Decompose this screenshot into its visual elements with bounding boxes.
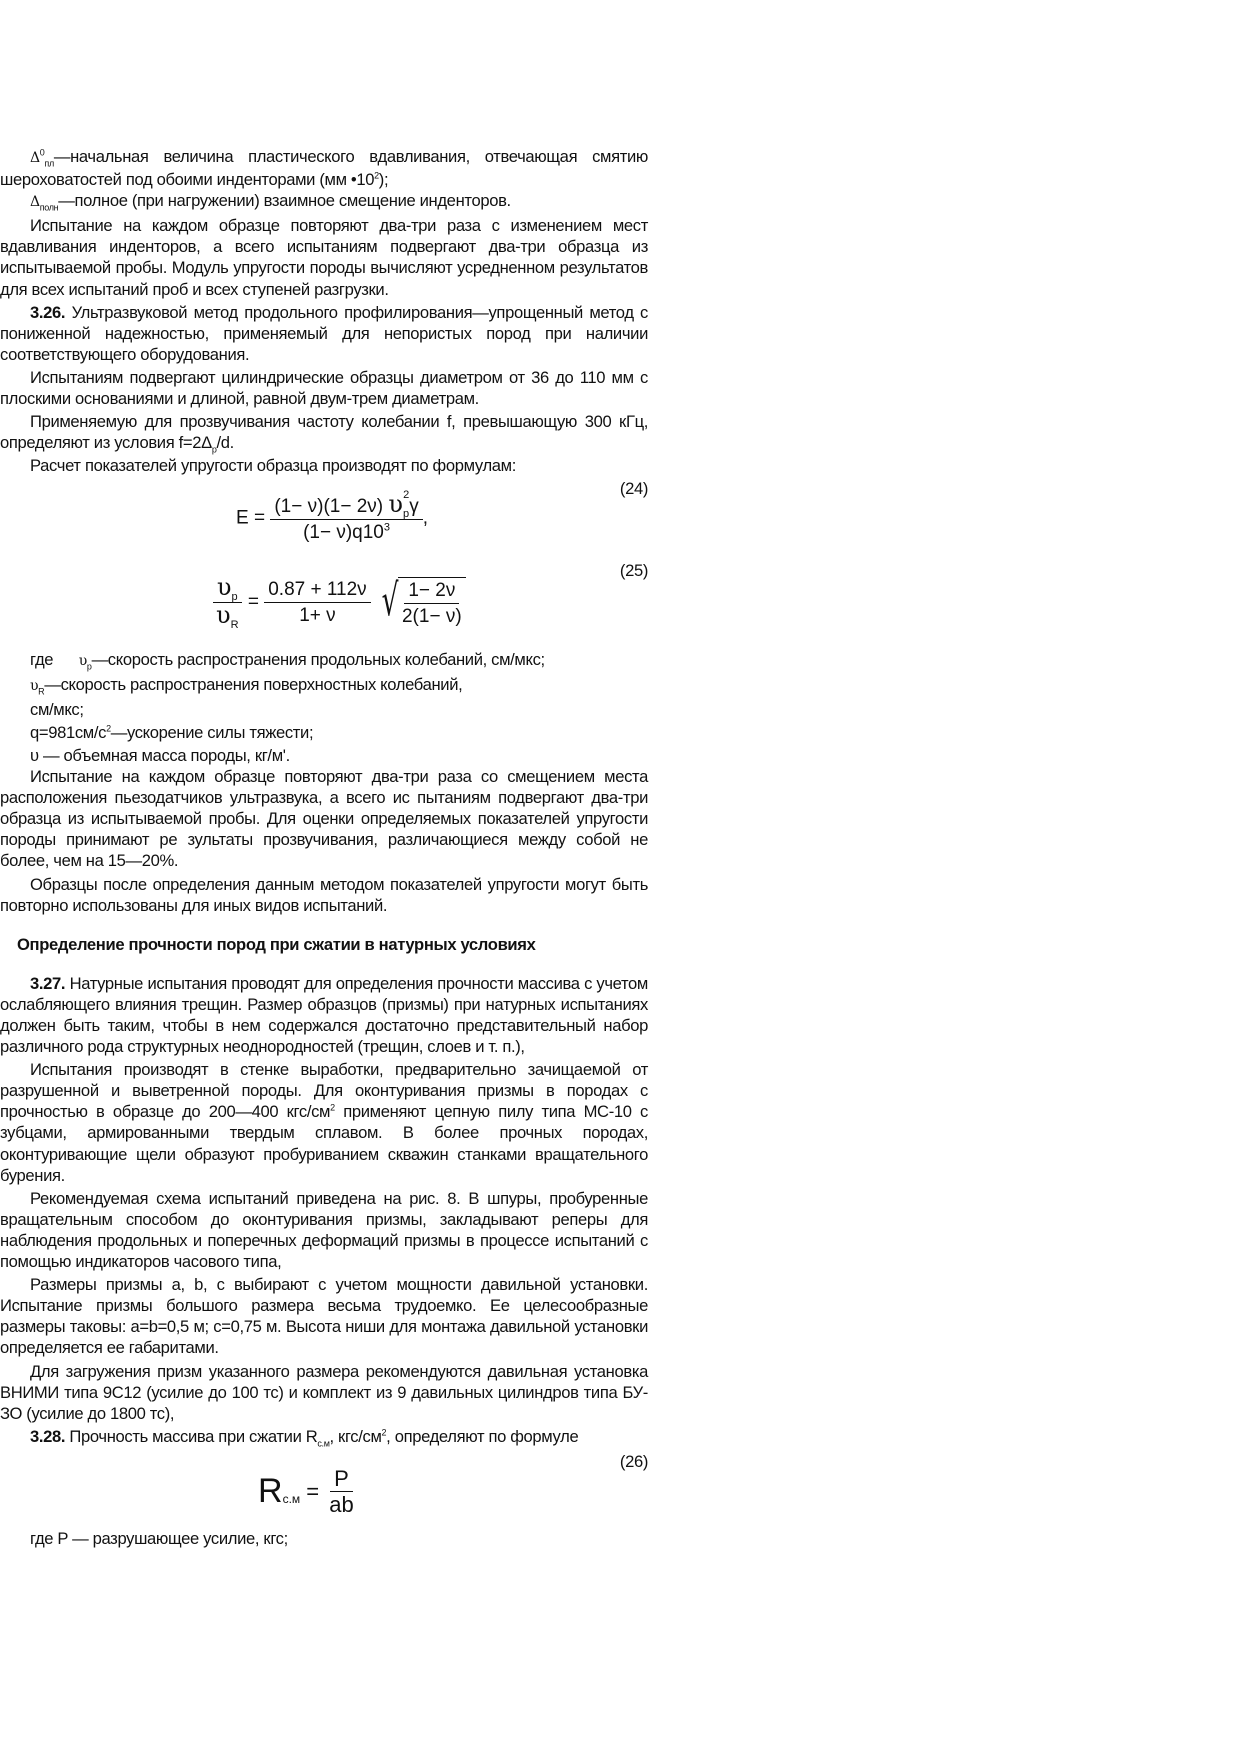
paragraph-text: Применяемую для прозвучивания частоту колебании f, превышающую 300 кГц, определяют из условия f=2Δ [0, 412, 648, 453]
formula-lhs: E = [236, 507, 266, 529]
section-number: 3.27. [30, 973, 66, 993]
equation-number-24: (24) [619, 479, 648, 499]
fraction-radicand [398, 580, 466, 627]
delta-symbol: Δ [30, 150, 40, 166]
denominator-text: (1− ν)q10 [303, 521, 384, 543]
gamma-symbol: γ [409, 495, 419, 517]
definition-text: —скорость распространения поверхностных колебаний, [44, 674, 463, 694]
section-tail: , определяют по формуле [386, 1426, 579, 1446]
denominator: 2(1− ν) [401, 606, 462, 628]
superscript: 2 [381, 1427, 387, 1438]
subscript: p [86, 660, 92, 671]
superscript: 2 [330, 1102, 335, 1113]
section-3-28 [0, 1426, 648, 1447]
radicand [398, 577, 466, 627]
upsilon-symbol: υ [216, 572, 232, 601]
radical-sign-icon: √ [381, 575, 399, 627]
fraction [270, 489, 422, 543]
definition-text: —полное (при нагружении) взаимное смещение инденторов. [58, 191, 511, 211]
numerator-text: (1− ν)(1− 2ν) [274, 495, 389, 517]
fraction-lhs [212, 572, 243, 631]
subscript: p [211, 444, 217, 455]
final-definition: где P — разрушающее усилие, кгс; [30, 1528, 288, 1548]
paragraph-formulas-intro: Расчет показателей упругости образца производят по формулам: [30, 456, 516, 476]
paragraph-tests-wall [0, 1059, 648, 1186]
subscript: p [402, 507, 410, 520]
where-definition-vr [0, 674, 648, 697]
formula-26 [0, 1465, 648, 1526]
definition-delta-poln [0, 190, 648, 213]
where-definition-vp [0, 649, 648, 672]
section-text: Прочность массива при сжатии R [65, 1426, 318, 1446]
subscript: пл [44, 158, 54, 169]
paragraph-text: Испытания производят в стенке выработки, предварительно зачищаемой от разрушенной и выветренной породы. Для оконтуривания призмы в породах с прочностью в образце до 200—400 кгс/см [0, 1060, 648, 1122]
paragraph-scheme: Рекомендуемая схема испытаний приведена на рис. 8. В шпуры, пробуренные вращательным способом до оконтуривания призмы, закладывают реперы для наблюдения продольных и поперечных деформаций призмы в процессе испытаний с помощью индикаторов часового типа, [0, 1188, 648, 1272]
subscript: полн [39, 202, 59, 213]
denominator: ab [329, 1492, 354, 1518]
where-definition-unit: см/мкс; [30, 699, 84, 719]
denominator [299, 520, 394, 543]
subscript: R [230, 618, 239, 631]
paragraph-tail: /d. [216, 433, 234, 453]
square-root [376, 577, 466, 627]
paragraph-samples: Испытаниям подвергают цилиндрические образцы диаметром от 36 до 110 мм с плоскими основаниями и длиной, равной двум-трем диаметрам. [0, 367, 648, 409]
where-definition-density: υ — объемная масса породы, кг/м'. [30, 745, 290, 765]
definition-tail: ); [378, 170, 389, 190]
superscript: 3 [383, 521, 390, 534]
fraction-main [264, 579, 370, 626]
upsilon-symbol: υ [30, 677, 39, 694]
upsilon-symbol: υ [216, 600, 231, 629]
subscript: p [231, 590, 238, 603]
subscript: с.м [317, 1438, 330, 1449]
definition-tail: —ускорение силы тяжести; [110, 722, 314, 742]
subscript: R [38, 686, 45, 696]
superscript: 2 [106, 723, 111, 734]
document-page [0, 146, 648, 1549]
numerator [270, 489, 422, 520]
paragraph-repeat-test: Испытание на каждом образце повторяют два-три раза с изменением мест вдавливания инденторов, а всего испытаниям подвергают два-три образца из испытываемой пробы. Модуль упругости породы вычисляют усредненном результатов для всех испытаний проб и всех ступеней разгрузки. [0, 216, 648, 299]
numerator: 0.87 + 112ν [264, 579, 370, 603]
section-number: 3.26. [30, 302, 66, 322]
denominator: 1+ ν [299, 604, 336, 626]
numerator: P [330, 1468, 353, 1492]
delta-symbol: Δ [30, 194, 40, 211]
section-heading: Определение прочности пород при сжатии в натурных условиях [17, 934, 536, 954]
definition-text: —скорость распространения продольных колебаний, см/мкс; [91, 649, 545, 669]
section-number: 3.28. [30, 1426, 66, 1446]
definition-text: —начальная величина пластического вдавливания, отвечающая смятию шероховатостей под обоими инденторами (мм •10 [0, 147, 648, 190]
paragraph-frequency [0, 411, 648, 453]
section-3-27 [0, 973, 648, 1057]
section-text: Ультразвуковой метод продольного профилирования—упрощенный метод с пониженной надежностью, применяемый для непористых пород при наличии соответствующего оборудования. [0, 302, 648, 364]
where-definition-q [0, 722, 648, 743]
paragraph-ultrasound-repeat: Испытание на каждом образце повторяют два-три раза со смещением места расположения пьезодатчиков ультразвука, а всего ис пытаниям подвергают два-три образца из испытываемой пробы. Для оценки определяемых показателей упругости породы принимают ре зультаты прозвучивания, различающиеся между собой не более, чем на 15—20%. [0, 767, 648, 871]
superscript: 2 [374, 170, 379, 181]
fraction [325, 1465, 357, 1518]
superscript: 2 [403, 489, 410, 502]
formula-lhs: R [258, 1472, 283, 1511]
paragraph-loading: Для загружения призм указанного размера рекомендуются давильная установка ВНИМИ типа 9С12 (усилие до 100 тс) и комплект из 9 давильных цилиндров типа БУ-ЗО (усилие до 1800 тс), [0, 1361, 648, 1423]
equals-sign: = [300, 1479, 326, 1505]
equation-number-25: (25) [619, 560, 648, 580]
subscript: с.м [282, 1491, 301, 1506]
upsilon-symbol: υ [388, 489, 403, 518]
superscript: 0 [39, 147, 45, 158]
section-text-mid: , кгс/см [329, 1426, 382, 1446]
paragraph-tail: применяют цепную пилу типа МС-10 с зубцами, армированными твердым сплавом. В более прочных породах, оконтуривающие щели образуют пробуриванием скважин станками вращательного бурения. [0, 1102, 648, 1185]
where-label: где [30, 649, 79, 669]
denominator [212, 600, 243, 631]
paragraph-reuse: Образцы после определения данным методом показателей упругости могут быть повторно использованы для иных видов испытаний. [0, 874, 648, 915]
formula-25 [0, 572, 648, 643]
equals-sign: = [247, 591, 259, 613]
formula-comma: , [422, 507, 429, 529]
upsilon-symbol: υ [78, 652, 87, 669]
section-text: Натурные испытания проводят для определения прочности массива с учетом ослабляющего влияния трещин. Размер образцов (призмы) при натурных испытаниях должен быть таким, чтобы в нем содержался достаточно представительный набор различного рода структурных неоднородностей (трещин, слоев и т. п.), [0, 973, 648, 1057]
definition-delta-pl [0, 146, 648, 190]
section-3-26 [0, 302, 648, 365]
paragraph-prism-size: Размеры призмы a, b, c выбирают с учетом мощности давильной установки. Испытание призмы большого размера весьма трудоемко. Ее целесообразные размеры таковы: a=b=0,5 м; c=0,75 м. Высота ниши для монтажа давильной установки определяется ее габаритами. [0, 1275, 648, 1358]
equation-number-26: (26) [619, 1451, 648, 1471]
numerator [213, 572, 242, 603]
numerator: 1− 2ν [404, 580, 459, 604]
definition-text: q=981см/с [30, 722, 107, 742]
